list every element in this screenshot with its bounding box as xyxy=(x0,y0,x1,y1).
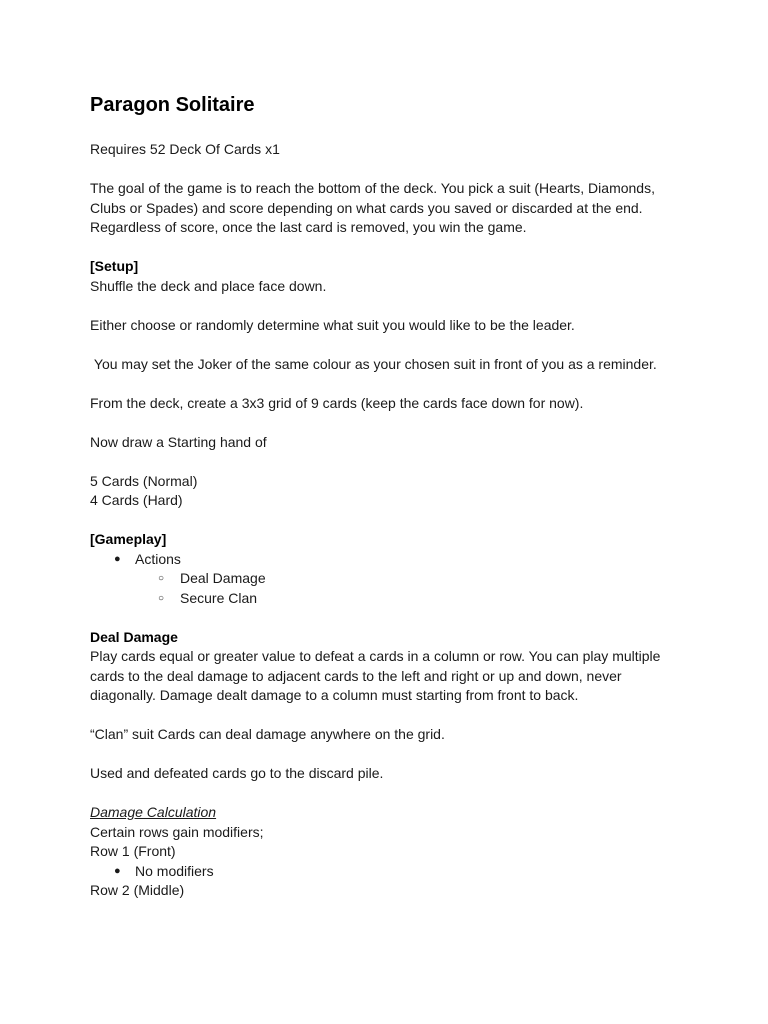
actions-list xyxy=(90,550,680,609)
setup-shuffle: Shuffle the deck and place face down. xyxy=(90,277,327,294)
hollow-bullet-icon: ○ xyxy=(158,573,165,584)
list-item xyxy=(90,862,680,882)
deal-damage-body: Play cards equal or greater value to defeat a cards in a column or row. You can play multiple cards to the deal damage to adjacent cards to the left and right or up and down, never diagonally. Damage dealt damage to a column must starting from front to back. xyxy=(90,648,665,703)
row1-item: No modifiers xyxy=(135,862,214,879)
damage-calculation-heading-line xyxy=(90,803,680,823)
list-item xyxy=(90,550,680,609)
hollow-bullet-icon: ○ xyxy=(158,592,165,604)
actions-sublist xyxy=(135,569,680,608)
setup-heading: [Setup] xyxy=(90,258,139,274)
document-title: Paragon Solitaire xyxy=(90,94,255,116)
deal-damage-clan: “Clan” suit Cards can deal damage anywhere on the grid. xyxy=(90,726,445,742)
actions-label: Actions xyxy=(135,550,181,567)
deal-damage-discard: Used and defeated cards go to the discard pile. xyxy=(90,765,384,781)
filled-bullet-icon: ● xyxy=(114,552,121,565)
damage-calculation-heading: Damage Calculation xyxy=(90,804,217,820)
row1-label: Row 1 (Front) xyxy=(90,843,176,859)
setup-choose-suit: Either choose or randomly determine what suit you would like to be the leader. xyxy=(90,316,575,333)
list-item xyxy=(135,589,680,609)
list-item xyxy=(135,569,680,589)
row1-list xyxy=(90,862,680,882)
setup-draw-hand: Now draw a Starting hand of xyxy=(90,433,267,450)
setup-normal: 5 Cards (Normal) xyxy=(90,472,198,489)
setup-grid: From the deck, create a 3x3 grid of 9 cards (keep the cards face down for now). xyxy=(90,394,584,411)
document-body xyxy=(90,93,680,901)
requires-line: Requires 52 Deck Of Cards x1 xyxy=(90,141,280,157)
row2-label: Row 2 (Middle) xyxy=(90,882,185,898)
filled-bullet-icon: ● xyxy=(114,864,121,877)
gameplay-heading: [Gameplay] xyxy=(90,531,167,547)
modifiers-intro: Certain rows gain modifiers; xyxy=(90,823,264,840)
setup-hard: 4 Cards (Hard) xyxy=(90,492,183,508)
action-deal-damage: Deal Damage xyxy=(180,570,266,586)
setup-joker: You may set the Joker of the same colour as your chosen suit in front of you as a reminder. xyxy=(90,355,657,372)
action-secure-clan: Secure Clan xyxy=(180,589,258,606)
intro-paragraph: The goal of the game is to reach the bottom of the deck. You pick a suit (Hearts, Diamonds, Clubs or Spades) and score depending on what cards you saved or discarded at the end. Regardless of score, once the last card is removed, you win the game. xyxy=(90,180,659,235)
deal-damage-heading: Deal Damage xyxy=(90,628,178,645)
